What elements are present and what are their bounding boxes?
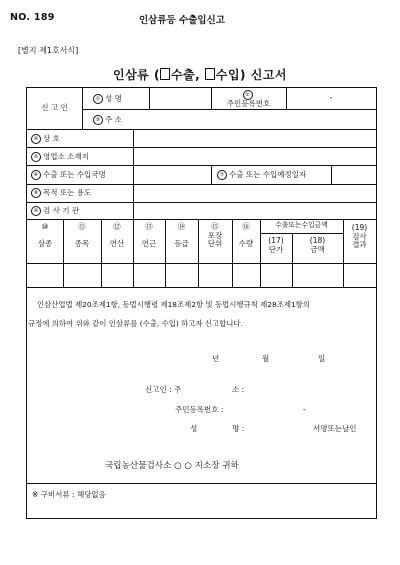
country-label: ⑥ 수출 또는 수입국명	[31, 170, 106, 180]
col-line	[82, 88, 83, 129]
row-line	[27, 129, 376, 130]
row-line	[260, 233, 343, 234]
row-line	[27, 147, 376, 148]
row-line	[27, 202, 376, 203]
col-packing-unit: ⑮ 포장 단위	[207, 222, 223, 249]
signature-rrn-label: 주민등록번호 :	[175, 405, 224, 414]
col-item: ⑪ 종목	[74, 222, 90, 249]
statement-line-1: 인삼산업법 제20조제1항, 동법시행령 제18조제2항 및 동법시행규칙 제28조제1항의	[37, 300, 310, 309]
form-title	[0, 66, 400, 83]
document-title: 인삼류등 수출입신고	[139, 15, 225, 26]
export-checkbox[interactable]	[160, 68, 170, 80]
col-grade: ⑭ 등급	[174, 222, 189, 249]
inspection-agency-label: ⑨ 검 사 기 관	[31, 206, 79, 216]
col-line	[211, 165, 212, 184]
form-title-export: 수출,	[170, 68, 201, 82]
row-line	[27, 165, 376, 166]
name-label: ① 성 명	[93, 94, 122, 104]
rrn-field[interactable]: -	[329, 93, 333, 102]
row-line	[27, 483, 376, 484]
row-line	[27, 184, 376, 185]
statement-line-2: 규정에 의하여 위와 같이 인삼류를 (수출, 수입) 하고자 신고합니다.	[28, 319, 243, 328]
row-line	[82, 109, 376, 110]
form-reference: [별지 제1호서식]	[18, 46, 79, 55]
form-frame	[26, 87, 377, 519]
signature-name-a: 성	[190, 424, 198, 433]
date-day: 일	[318, 354, 326, 363]
signature-sign-or-seal: 서명또는날인	[313, 424, 357, 433]
row-line	[27, 219, 376, 220]
name-field[interactable]	[149, 88, 211, 108]
applicant-label: 신 고 인	[41, 103, 68, 112]
col-line	[133, 129, 134, 219]
address-label: ③ 주 소	[93, 115, 122, 125]
col-amount: (18) 금액	[309, 236, 326, 254]
row-line	[27, 263, 376, 264]
col-amount-header: 수출또는수입금액	[275, 221, 328, 229]
signature-name-b: 명 :	[232, 424, 245, 433]
col-line	[331, 165, 332, 184]
office-location-label: ⑤ 영업소 소재지	[31, 152, 89, 162]
form-title-part1: 인삼류 (	[112, 68, 160, 82]
trade-name-label: ④ 상 호	[31, 134, 60, 144]
rrn-label: ② 주민등록번호	[226, 92, 271, 108]
signature-address-tail: 소 :	[232, 385, 245, 394]
date-year: 년	[212, 354, 220, 363]
signature-address-label: 신고인 : 주	[145, 385, 182, 394]
col-quantity: ⑯ 수량	[238, 222, 254, 249]
scheduled-date-label: ⑦ 수출 또는 수입예정일자	[217, 170, 306, 180]
col-origin: ⑫ 연산	[109, 222, 125, 249]
signature-rrn-dash: -	[303, 405, 306, 414]
import-checkbox[interactable]	[205, 68, 215, 80]
row-line	[27, 287, 376, 288]
required-documents-note: ※ 구비서류 : 해당없음	[32, 490, 106, 499]
col-ginseng-type: ⑩ 삼종	[37, 222, 53, 249]
document-number: NO. 189	[10, 12, 55, 23]
col-inspection-result: (19) 검사 결과	[351, 223, 368, 250]
purpose-label: ⑧ 목적 또는 용도	[31, 188, 91, 198]
addressee: 국립농산물검사소 ○ ○ 지소장 귀하	[105, 461, 239, 471]
col-age: ⑬ 연근	[141, 222, 157, 249]
form-title-import: 수입) 신고서	[215, 68, 287, 82]
col-unit-price: (17) 단가	[268, 236, 284, 254]
date-month: 월	[262, 354, 270, 363]
